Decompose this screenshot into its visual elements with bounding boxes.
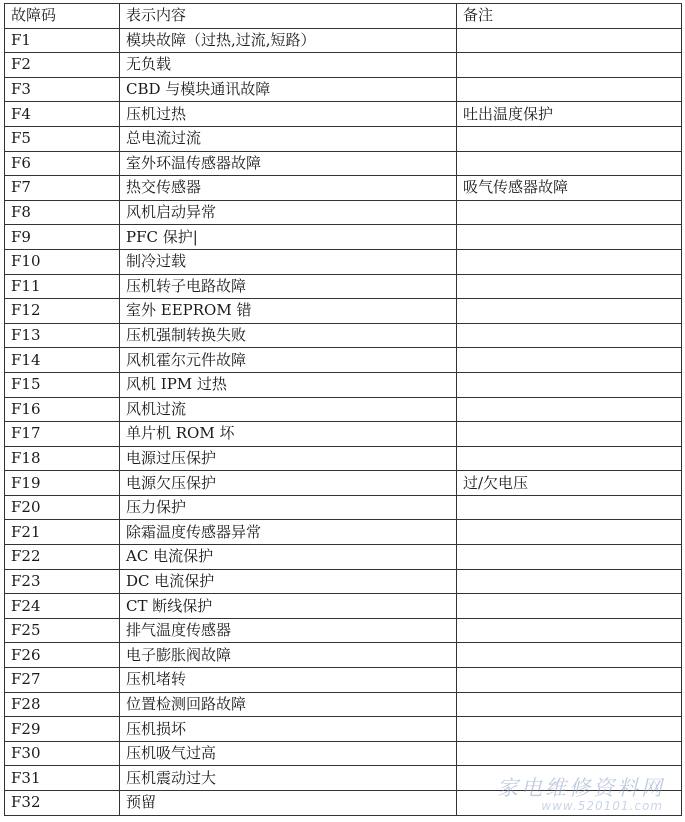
table-row — [5, 495, 682, 520]
fault-description-cell: 电源欠压保护 — [120, 471, 457, 496]
fault-code-cell: F28 — [5, 692, 120, 717]
table-row — [5, 77, 682, 102]
fault-description-cell: 压机堵转 — [120, 668, 457, 693]
fault-note-cell — [457, 520, 682, 545]
fault-code-cell: F17 — [5, 422, 120, 447]
fault-description-cell: 风机霍尔元件故障 — [120, 348, 457, 373]
fault-description-cell: 室外 EEPROM 错 — [120, 299, 457, 324]
fault-description-cell: 压机吸气过高 — [120, 741, 457, 766]
header-code: 故障码 — [5, 4, 120, 29]
fault-description-cell: 风机 IPM 过热 — [120, 372, 457, 397]
fault-code-cell: F24 — [5, 594, 120, 619]
fault-code-cell: F2 — [5, 53, 120, 78]
fault-description-cell: 压机转子电路故障 — [120, 274, 457, 299]
fault-note-cell — [457, 692, 682, 717]
fault-note-cell — [457, 397, 682, 422]
table-row — [5, 28, 682, 53]
table-row — [5, 618, 682, 643]
fault-note-cell — [457, 274, 682, 299]
fault-code-cell: F21 — [5, 520, 120, 545]
fault-code-cell: F30 — [5, 741, 120, 766]
fault-description-cell: 位置检测回路故障 — [120, 692, 457, 717]
fault-description-cell: DC 电流保护 — [120, 569, 457, 594]
fault-note-cell — [457, 53, 682, 78]
table-row — [5, 471, 682, 496]
fault-note-cell — [457, 618, 682, 643]
table-row — [5, 299, 682, 324]
fault-note-cell — [457, 594, 682, 619]
fault-code-cell: F27 — [5, 668, 120, 693]
table-row — [5, 249, 682, 274]
fault-description-cell: 无负载 — [120, 53, 457, 78]
table-row — [5, 692, 682, 717]
fault-description-cell: PFC 保护| — [120, 225, 457, 250]
table-row — [5, 422, 682, 447]
fault-note-cell — [457, 200, 682, 225]
fault-note-cell — [457, 323, 682, 348]
fault-description-cell: 制冷过载 — [120, 249, 457, 274]
fault-description-cell: 风机启动异常 — [120, 200, 457, 225]
fault-description-cell: 室外环温传感器故障 — [120, 151, 457, 176]
fault-description-cell: 压机震动过大 — [120, 766, 457, 791]
fault-note-cell — [457, 766, 682, 791]
fault-description-cell: 热交传感器 — [120, 176, 457, 201]
table-row — [5, 569, 682, 594]
fault-note-cell — [457, 668, 682, 693]
table-row — [5, 520, 682, 545]
fault-note-cell — [457, 495, 682, 520]
fault-note-cell — [457, 299, 682, 324]
watermark-text: 家电维修资料网 — [497, 776, 665, 800]
fault-code-cell: F19 — [5, 471, 120, 496]
fault-description-cell: 压机强制转换失败 — [120, 323, 457, 348]
table-row — [5, 348, 682, 373]
table-row — [5, 225, 682, 250]
fault-note-cell — [457, 348, 682, 373]
table-row — [5, 741, 682, 766]
fault-note-cell — [457, 545, 682, 570]
fault-code-cell: F1 — [5, 28, 120, 53]
fault-code-cell: F20 — [5, 495, 120, 520]
fault-note-cell: 吸气传感器故障 — [457, 176, 682, 201]
watermark-url: www.520101.com — [541, 799, 663, 813]
table-row — [5, 643, 682, 668]
document-page — [2, 0, 683, 822]
table-row — [5, 668, 682, 693]
fault-description-cell: 压力保护 — [120, 495, 457, 520]
fault-description-cell: 电子膨胀阀故障 — [120, 643, 457, 668]
table-row — [5, 446, 682, 471]
table-row — [5, 53, 682, 78]
fault-note-cell — [457, 372, 682, 397]
fault-description-cell: AC 电流保护 — [120, 545, 457, 570]
fault-code-cell: F18 — [5, 446, 120, 471]
fault-note-cell — [457, 126, 682, 151]
fault-note-cell — [457, 28, 682, 53]
fault-code-cell: F15 — [5, 372, 120, 397]
fault-note-cell — [457, 249, 682, 274]
fault-note-cell: 吐出温度保护 — [457, 102, 682, 127]
fault-code-cell: F29 — [5, 717, 120, 742]
fault-description-cell: 除霜温度传感器异常 — [120, 520, 457, 545]
fault-code-cell: F25 — [5, 618, 120, 643]
fault-description-cell: CT 断线保护 — [120, 594, 457, 619]
header-note: 备注 — [457, 4, 682, 29]
fault-code-cell: F5 — [5, 126, 120, 151]
fault-code-cell: F11 — [5, 274, 120, 299]
fault-note-cell — [457, 422, 682, 447]
fault-note-cell — [457, 741, 682, 766]
fault-code-table — [4, 3, 682, 816]
fault-note-cell — [457, 717, 682, 742]
fault-description-cell: 电源过压保护 — [120, 446, 457, 471]
fault-code-cell: F13 — [5, 323, 120, 348]
fault-description-cell: 预留 — [120, 791, 457, 816]
fault-description-cell: 模块故障（过热,过流,短路） — [120, 28, 457, 53]
fault-code-cell: F16 — [5, 397, 120, 422]
fault-note-cell — [457, 151, 682, 176]
fault-description-cell: 压机损坏 — [120, 717, 457, 742]
fault-code-cell: F23 — [5, 569, 120, 594]
fault-code-cell: F3 — [5, 77, 120, 102]
fault-note-cell: 过/欠电压 — [457, 471, 682, 496]
table-row — [5, 594, 682, 619]
fault-code-cell: F26 — [5, 643, 120, 668]
fault-code-cell: F32 — [5, 791, 120, 816]
fault-code-cell: F12 — [5, 299, 120, 324]
fault-note-cell — [457, 569, 682, 594]
fault-description-cell: 总电流过流 — [120, 126, 457, 151]
table-row — [5, 274, 682, 299]
table-row — [5, 372, 682, 397]
fault-note-cell — [457, 446, 682, 471]
table-row — [5, 200, 682, 225]
fault-code-cell: F7 — [5, 176, 120, 201]
table-header-row — [5, 4, 682, 29]
fault-code-cell: F4 — [5, 102, 120, 127]
table-row — [5, 397, 682, 422]
fault-description-cell: CBD 与模块通讯故障 — [120, 77, 457, 102]
fault-code-cell: F9 — [5, 225, 120, 250]
fault-note-cell — [457, 643, 682, 668]
fault-code-cell: F10 — [5, 249, 120, 274]
table-row — [5, 176, 682, 201]
fault-code-cell: F14 — [5, 348, 120, 373]
fault-note-cell — [457, 225, 682, 250]
fault-description-cell: 排气温度传感器 — [120, 618, 457, 643]
header-description: 表示内容 — [120, 4, 457, 29]
fault-code-cell: F6 — [5, 151, 120, 176]
fault-code-cell: F22 — [5, 545, 120, 570]
table-row — [5, 791, 682, 816]
fault-description-cell: 压机过热 — [120, 102, 457, 127]
table-row — [5, 766, 682, 791]
table-row — [5, 102, 682, 127]
fault-code-cell: F31 — [5, 766, 120, 791]
table-row — [5, 126, 682, 151]
table-row — [5, 717, 682, 742]
table-row — [5, 323, 682, 348]
fault-note-cell — [457, 77, 682, 102]
table-row — [5, 151, 682, 176]
fault-description-cell: 单片机 ROM 坏 — [120, 422, 457, 447]
fault-code-cell: F8 — [5, 200, 120, 225]
fault-note-cell — [457, 791, 682, 816]
fault-description-cell: 风机过流 — [120, 397, 457, 422]
table-row — [5, 545, 682, 570]
